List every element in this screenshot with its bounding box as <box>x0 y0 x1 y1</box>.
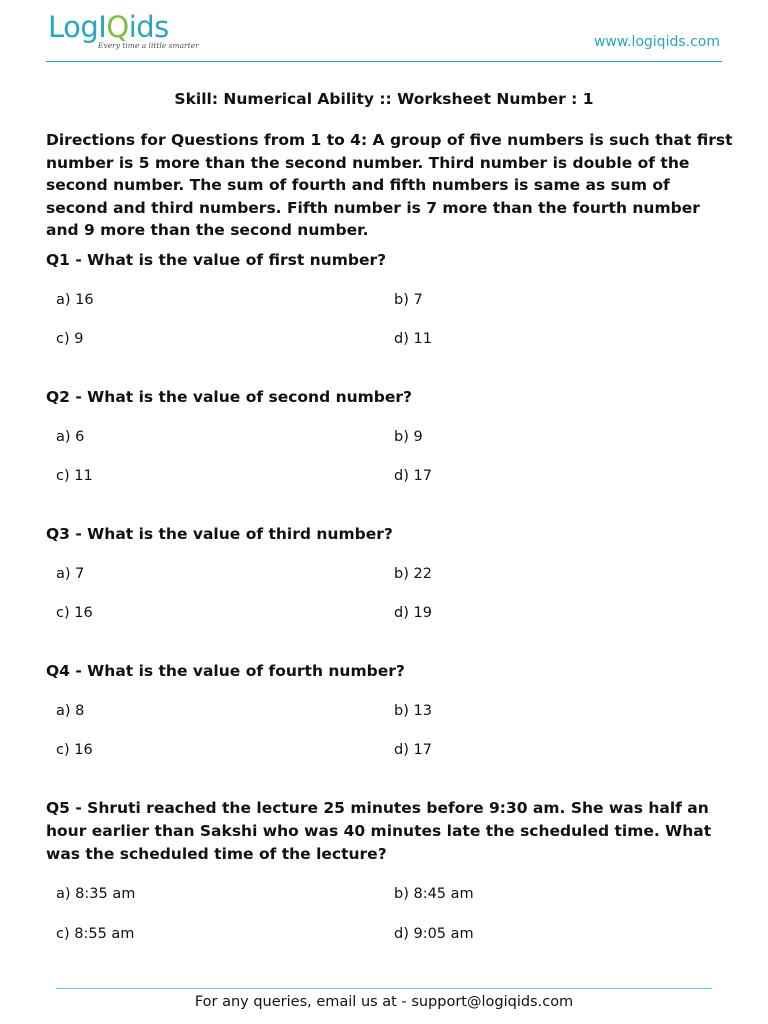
q5-option-c: c) 8:55 am <box>56 926 135 942</box>
header-divider <box>46 61 722 62</box>
q1-option-d: d) 11 <box>394 331 432 347</box>
footer-divider <box>56 988 712 989</box>
q3-option-b: b) 22 <box>394 566 432 582</box>
question-4: Q4 - What is the value of fourth number? <box>46 662 405 680</box>
q4-option-d: d) 17 <box>394 742 432 758</box>
page-header <box>46 10 722 60</box>
q1-option-b: b) 7 <box>394 292 423 308</box>
logiqids-logo <box>46 10 206 54</box>
logo-suffix: ids <box>128 10 169 44</box>
footer-contact: For any queries, email us at - support@logiqids.com <box>194 994 574 1010</box>
q4-option-b: b) 13 <box>394 703 432 719</box>
q5-option-b: b) 8:45 am <box>394 886 474 902</box>
question-1: Q1 - What is the value of first number? <box>46 251 387 269</box>
q2-option-c: c) 11 <box>56 468 93 484</box>
site-url-link[interactable]: www.logiqids.com <box>593 34 720 50</box>
q5-option-a: a) 8:35 am <box>56 886 136 902</box>
logo-q: Q <box>106 10 129 44</box>
q4-option-c: c) 16 <box>56 742 93 758</box>
q2-option-a: a) 6 <box>56 429 85 445</box>
directions-text: Directions for Questions from 1 to 4: A group of five numbers is such that first number is 5 more than the second number. Third number is double of the second number. The sum of fourth and fifth numbers is same as sum of second and third numbers. Fifth number is 7 more than the fourth number and 9 more than the second number. <box>46 131 733 239</box>
q4-option-a: a) 8 <box>56 703 85 719</box>
q3-option-a: a) 7 <box>56 566 85 582</box>
worksheet-title: Skill: Numerical Ability :: Worksheet Number : 1 <box>174 90 594 108</box>
logo-tagline: Every time a little smarter <box>98 41 199 50</box>
question-3: Q3 - What is the value of third number? <box>46 525 393 543</box>
q3-option-d: d) 19 <box>394 605 432 621</box>
q1-option-c: c) 9 <box>56 331 84 347</box>
logo-prefix: LogI <box>48 10 107 44</box>
q3-option-c: c) 16 <box>56 605 93 621</box>
logo-wordmark <box>48 10 169 44</box>
q1-option-a: a) 16 <box>56 292 94 308</box>
q2-option-d: d) 17 <box>394 468 432 484</box>
q2-option-b: b) 9 <box>394 429 423 445</box>
q5-option-d: d) 9:05 am <box>394 926 474 942</box>
question-5: Q5 - Shruti reached the lecture 25 minutes before 9:30 am. She was half an hour earlier than Sakshi who was 40 minutes late the scheduled time. What was the scheduled time of the lecture? <box>46 799 712 863</box>
question-2: Q2 - What is the value of second number? <box>46 388 413 406</box>
